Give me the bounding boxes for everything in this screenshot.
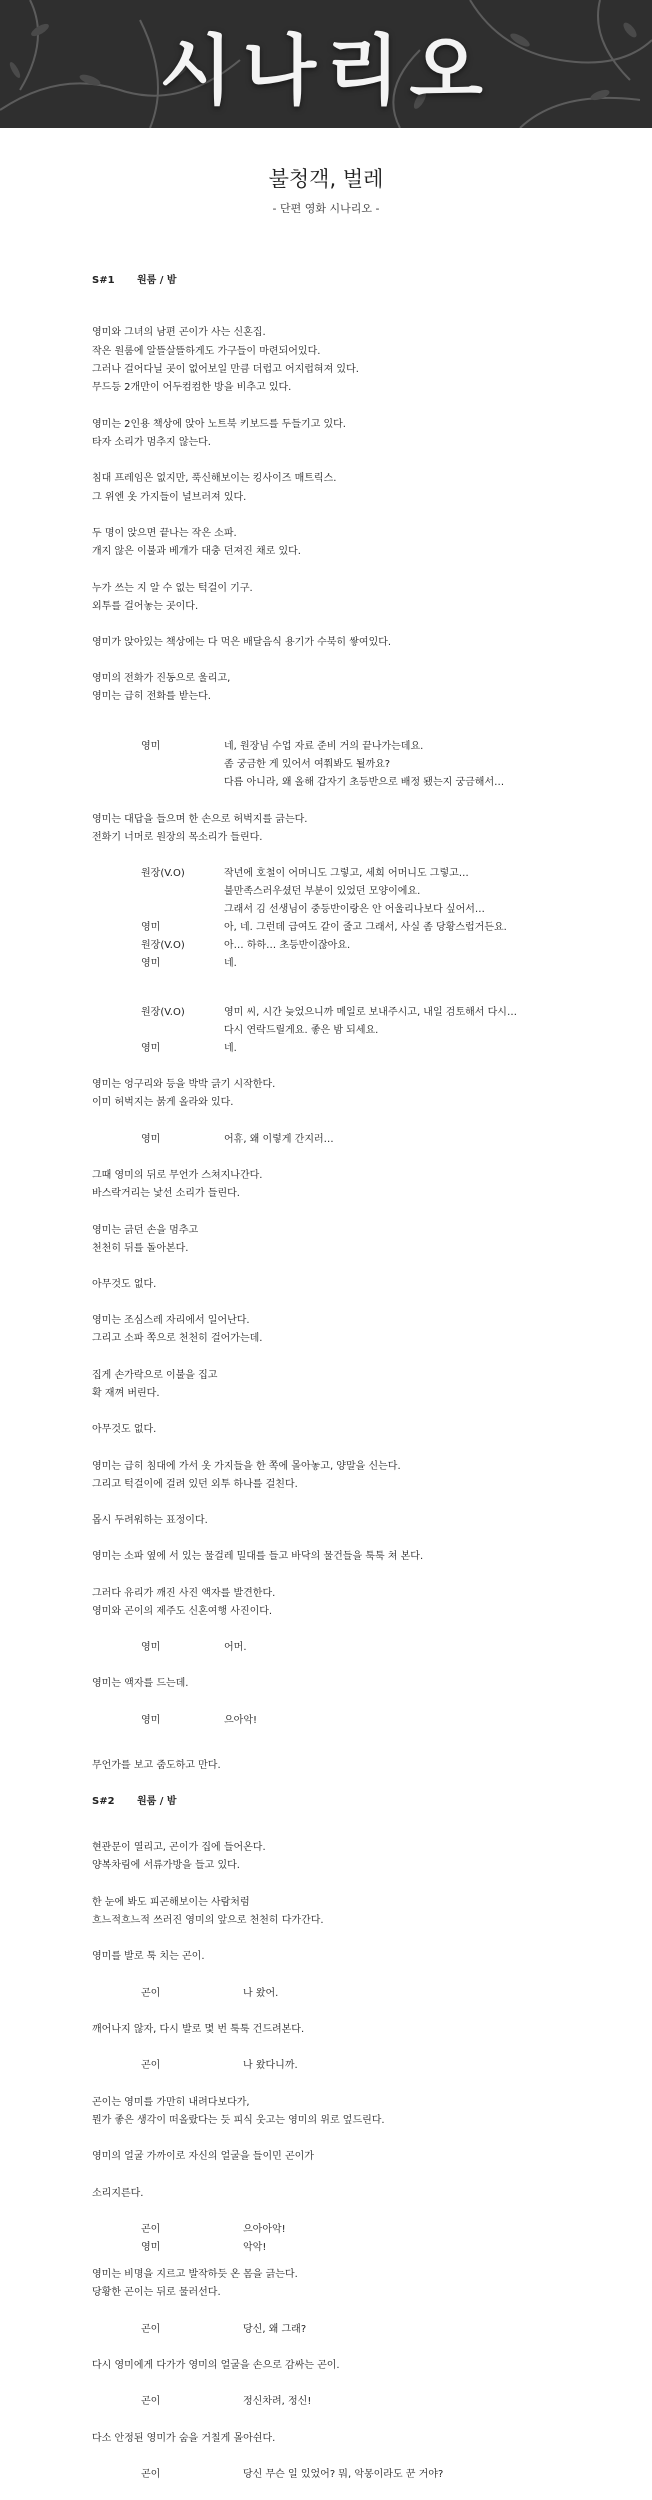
- action-line: 영미는 급히 침대에 가서 옷 가지들을 한 쪽에 몰아놓고, 양말을 신는다.: [92, 1461, 401, 1472]
- dialogue-speaker: 곤이: [141, 2224, 161, 2235]
- action-line: 깨어나지 않자, 다시 발로 몇 번 툭툭 건드려본다.: [92, 2024, 305, 2035]
- header-banner: [0, 0, 652, 128]
- dialogue-line: 그래서 김 선생님이 중등반이랑은 안 어울리나보다 싶어서…: [224, 904, 485, 915]
- dialogue-speaker: 영미: [141, 1642, 161, 1653]
- dialogue-line: 네.: [224, 958, 237, 969]
- action-line: 한 눈에 봐도 피곤해보이는 사람처럼: [92, 1897, 250, 1908]
- action-line: 그때 영미의 뒤로 무언가 스쳐지나간다.: [92, 1170, 263, 1181]
- action-line: 다시 영미에게 다가가 영미의 얼굴을 손으로 감싸는 곤이.: [92, 2360, 340, 2371]
- action-line: 외투를 걸어놓는 곳이다.: [92, 601, 199, 612]
- action-line: 아무것도 없다.: [92, 1424, 157, 1435]
- action-line: 몹시 두려워하는 표정이다.: [92, 1515, 208, 1526]
- action-line: 개지 않은 이불과 베개가 대충 던져진 채로 있다.: [92, 546, 301, 557]
- action-line: 집게 손가락으로 이불을 집고: [92, 1370, 218, 1381]
- action-line: 그러다 유리가 깨진 사진 액자를 발견한다.: [92, 1588, 276, 1599]
- dialogue-line: 영미 씨, 시간 늦었으니까 메일로 보내주시고, 내일 검토해서 다시…: [224, 1007, 517, 1018]
- action-line: 영미는 2인용 책상에 앉아 노트북 키보드를 두들기고 있다.: [92, 419, 346, 430]
- action-line: 바스락거리는 낯선 소리가 들린다.: [92, 1188, 240, 1199]
- action-line: 영미의 전화가 진동으로 울리고,: [92, 673, 231, 684]
- dialogue-line: 좀 궁금한 게 있어서 여쭤봐도 될까요?: [224, 759, 391, 770]
- dialogue-speaker: 곤이: [141, 2324, 161, 2335]
- action-line: 그리고 소파 쪽으로 천천히 걸어가는데.: [92, 1333, 263, 1344]
- dialogue-line: 불만족스러우셨던 부분이 있었던 모양이에요.: [224, 886, 421, 897]
- dialogue-line: 으아악!: [224, 1715, 257, 1726]
- action-line: 타자 소리가 멈추지 않는다.: [92, 437, 211, 448]
- dialogue-speaker: 영미: [141, 741, 161, 752]
- action-line: 작은 원룸에 알뜰살뜰하게도 가구들이 마련되어있다.: [92, 346, 321, 357]
- action-line: 천천히 뒤를 돌아본다.: [92, 1243, 189, 1254]
- action-line: 그 위엔 옷 가지들이 널브러져 있다.: [92, 492, 247, 503]
- dialogue-line: 어휴, 왜 이렇게 간지러…: [224, 1134, 334, 1145]
- dialogue-speaker: 영미: [141, 1715, 161, 1726]
- dialogue-line: 악악!: [243, 2242, 267, 2253]
- action-line: 무언가를 보고 줌도하고 만다.: [92, 1760, 221, 1771]
- dialogue-line: 당신 무슨 일 있었어? 뭐, 악몽이라도 꾼 거야?: [243, 2469, 444, 2480]
- dialogue-speaker: 원장(V.O): [141, 1007, 185, 1018]
- dialogue-line: 작년에 호철이 어머니도 그렇고, 세희 어머니도 그렇고…: [224, 868, 469, 879]
- dialogue-speaker: 영미: [141, 1043, 161, 1054]
- page-subtitle: - 단편 영화 시나리오 -: [272, 202, 380, 215]
- action-line: 그러나 걸어다닐 곳이 없어보일 만큼 더럽고 어지럽혀져 있다.: [92, 364, 359, 375]
- dialogue-line: 으아아악!: [243, 2224, 286, 2235]
- action-line: 영미를 발로 툭 치는 곤이.: [92, 1951, 205, 1962]
- action-line: 영미는 긁던 손을 멈추고: [92, 1225, 199, 1236]
- action-line: 영미는 엉구리와 등을 박박 긁기 시작한다.: [92, 1079, 276, 1090]
- dialogue-line: 아… 하하… 초등반이잖아요.: [224, 940, 351, 951]
- scene-number: S#1: [92, 275, 115, 286]
- action-line: 침대 프레임은 없지만, 푹신해보이는 킹사이즈 매트릭스.: [92, 473, 337, 484]
- action-line: 영미는 비명을 지르고 발작하듯 온 몸을 긁는다.: [92, 2269, 298, 2280]
- dialogue-speaker: 영미: [141, 922, 161, 933]
- dialogue-line: 아, 네. 그런데 급여도 같이 줄고 그래서, 사실 좀 당황스럽거든요.: [224, 922, 507, 933]
- action-line: 영미는 조심스레 자리에서 일어난다.: [92, 1315, 250, 1326]
- action-line: 뭔가 좋은 생각이 떠올랐다는 듯 피식 웃고는 영미의 위로 엎드린다.: [92, 2115, 385, 2126]
- dialogue-line: 당신, 왜 그래?: [243, 2324, 307, 2335]
- dialogue-line: 나 왔다니까.: [243, 2060, 298, 2071]
- action-line: 이미 허벅지는 붉게 올라와 있다.: [92, 1097, 234, 1108]
- action-line: 영미가 앉아있는 책상에는 다 먹은 배달음식 용기가 수북히 쌓여있다.: [92, 637, 392, 648]
- action-line: 무드등 2개만이 어두컴컴한 방을 비추고 있다.: [92, 382, 292, 393]
- action-line: 누가 쓰는 지 알 수 없는 턱걸이 기구.: [92, 583, 253, 594]
- dialogue-line: 어머.: [224, 1642, 247, 1653]
- action-line: 영미는 액자를 드는데.: [92, 1678, 189, 1689]
- action-line: 아무것도 없다.: [92, 1279, 157, 1290]
- dialogue-line: 다름 아니라, 왜 올해 갑자기 초등반으로 배정 됐는지 궁금해서…: [224, 777, 505, 788]
- scene-place: 원룸 / 밤: [137, 1796, 177, 1807]
- page-title: 불청객, 벌레: [268, 167, 384, 191]
- scene-number: S#2: [92, 1796, 115, 1807]
- action-line: 영미는 대답을 들으며 한 손으로 허벅지를 긁는다.: [92, 814, 308, 825]
- scene-place: 원룸 / 밤: [137, 275, 177, 286]
- action-line: 양복차림에 서류가방을 들고 있다.: [92, 1860, 240, 1871]
- banner-title: 시나리오: [159, 25, 493, 115]
- action-line: 확 재껴 버린다.: [92, 1388, 160, 1399]
- action-line: 현관문이 열리고, 곤이가 집에 들어온다.: [92, 1842, 266, 1853]
- action-line: 두 명이 앉으면 끝나는 작은 소파.: [92, 528, 237, 539]
- dialogue-line: 나 왔어.: [243, 1988, 279, 1999]
- action-line: 곤이는 영미를 가만히 내려다보다가,: [92, 2097, 250, 2108]
- dialogue-line: 네, 원장님 수업 자료 준비 거의 끝나가는데요.: [224, 741, 424, 752]
- dialogue-speaker: 곤이: [141, 2060, 161, 2071]
- dialogue-line: 정신차려, 정신!: [243, 2396, 312, 2407]
- action-line: 다소 안정된 영미가 숨을 거칠게 몰아쉰다.: [92, 2433, 276, 2444]
- dialogue-speaker: 곤이: [141, 2396, 161, 2407]
- action-line: 영미는 소파 옆에 서 있는 물걸레 밀대를 들고 바닥의 물건들을 툭툭 쳐 본다.: [92, 1551, 424, 1562]
- dialogue-speaker: 영미: [141, 958, 161, 969]
- action-line: 당황한 곤이는 뒤로 물러선다.: [92, 2287, 221, 2298]
- dialogue-speaker: 원장(V.O): [141, 940, 185, 951]
- action-line: 전화기 너머로 원장의 목소리가 들린다.: [92, 832, 263, 843]
- action-line: 흐느적흐느적 쓰러진 영미의 앞으로 천천히 다가간다.: [92, 1915, 324, 1926]
- action-line: 소리지른다.: [92, 2188, 144, 2199]
- dialogue-speaker: 곤이: [141, 1988, 161, 1999]
- action-line: 영미는 급히 전화를 받는다.: [92, 691, 211, 702]
- dialogue-line: 다시 연락드릴게요. 좋은 밤 되세요.: [224, 1025, 379, 1036]
- dialogue-line: 네.: [224, 1043, 237, 1054]
- action-line: 영미의 얼굴 가까이로 자신의 얼굴을 들이민 곤이가: [92, 2151, 314, 2162]
- dialogue-speaker: 영미: [141, 1134, 161, 1145]
- action-line: 영미와 곤이의 제주도 신혼여행 사진이다.: [92, 1606, 273, 1617]
- dialogue-speaker: 곤이: [141, 2469, 161, 2480]
- dialogue-speaker: 원장(V.O): [141, 868, 185, 879]
- dialogue-speaker: 영미: [141, 2242, 161, 2253]
- action-line: 그리고 턱걸이에 걸려 있던 외투 하나를 걸친다.: [92, 1479, 298, 1490]
- action-line: 영미와 그녀의 남편 곤이가 사는 신혼집.: [92, 327, 266, 338]
